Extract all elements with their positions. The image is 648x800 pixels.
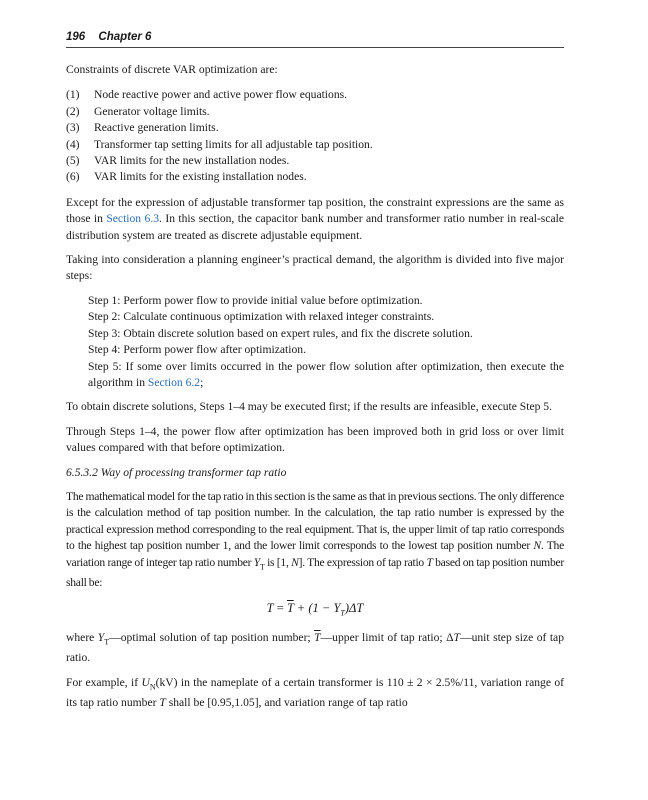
list-item: [66, 104, 564, 120]
paragraph-discrete-solutions: To obtain discrete solutions, Steps 1–4 may be executed first; if the results are infeasible, execute Step 5.: [66, 400, 552, 414]
text-run: ]. The expression of tap ratio: [298, 555, 427, 569]
paragraph-section-reference: [66, 195, 564, 244]
text-run: Except for the expression of adjustable transformer tap position, the constraint expressions are the same as those in: [66, 195, 564, 226]
page-body: [66, 62, 564, 720]
list-text: Node reactive power and active power flow equations.: [94, 88, 348, 102]
list-number: (3): [66, 121, 80, 135]
math-symbol: $\overline{T}$: [314, 630, 321, 644]
math-symbol: T: [159, 696, 166, 710]
steps-list: [88, 293, 564, 391]
section-6-3-link[interactable]: Section 6.3: [106, 212, 160, 226]
list-item: [66, 137, 564, 153]
math-expression: )ΔT: [344, 600, 364, 615]
text-run: (kV) in the nameplate of a certain transformer is 110 ± 2 × 2.5%/11, variation range of its tap ratio number: [66, 675, 564, 710]
text-run: For example, if: [66, 675, 142, 689]
math-subscript: T: [104, 636, 110, 646]
text-run: The mathematical model for the tap ratio in this section is the same as that in previous sections. The only difference is the calculation method of tap position number. In the calculation, the tap ratio number is expressed by the practical expression method corresponding to the real equipment. That is, the upper limit of tap ratio corresponds to the highest tap position number 1, and the lower limit corresponds to the lowest tap position number: [66, 489, 564, 553]
text-run: is [1,: [267, 555, 292, 569]
math-symbol: Y: [253, 555, 260, 569]
math-subscript: T: [340, 608, 345, 618]
text-run: . The variation range of integer tap ratio number: [66, 539, 564, 569]
paragraph-where-definitions: [66, 630, 564, 667]
step-item: Step 1: Perform power flow to provide initial value before optimization.: [88, 293, 423, 307]
list-item: [66, 87, 564, 103]
list-text: Transformer tap setting limits for all adjustable tap position.: [94, 137, 373, 151]
text-run: —upper limit of tap ratio; Δ: [320, 630, 454, 644]
list-item: [66, 120, 564, 136]
paragraph-steps-intro: Taking into consideration a planning engineer’s practical demand, the algorithm is divided into five major steps:: [66, 253, 564, 283]
step-item: Step 3: Obtain discrete solution based on expert rules, and fix the discrete solution.: [88, 326, 473, 340]
section-6-2-link[interactable]: Section 6.2: [147, 375, 201, 389]
math-symbol: T: [426, 555, 433, 569]
page-number: 196: [66, 31, 86, 43]
step-item: Step 4: Perform power flow after optimization.: [88, 343, 306, 357]
text-run: ;: [200, 375, 204, 389]
math-subscript: N: [149, 682, 156, 692]
text-run: —unit step size of tap ratio.: [66, 630, 564, 665]
tap-ratio-formula: [66, 600, 564, 622]
math-symbol: N: [533, 539, 541, 553]
list-number: (4): [66, 137, 80, 151]
paragraph-steps-result: Through Steps 1–4, the power flow after optimization has been improved both in grid loss or over limit values compared with that before optimization.: [66, 424, 564, 455]
text-run: based on tap position number shall be:: [66, 555, 564, 590]
list-number: (5): [66, 154, 80, 168]
math-symbol: T: [453, 630, 460, 644]
list-text: VAR limits for the new installation nodes.: [94, 154, 290, 168]
list-text: Reactive generation limits.: [94, 121, 219, 135]
math-symbol: T: [266, 600, 274, 615]
step-item: [88, 359, 564, 392]
list-text: VAR limits for the existing installation nodes.: [94, 170, 307, 184]
chapter-label: Chapter 6: [98, 31, 152, 43]
section-heading: 6.5.3.2 Way of processing transformer tap ratio: [66, 465, 287, 479]
text-run: . In this section, the capacitor bank number and transformer ratio number in real-scale distribution system are treated as discrete adjustable equipment.: [66, 212, 564, 242]
running-header: [66, 31, 564, 48]
math-symbol: Y: [97, 630, 105, 644]
paragraph-example: [66, 675, 564, 712]
text-run: Step 5: If some over limits occurred in the power flow solution after optimization, then execute the algorithm in: [88, 359, 564, 389]
list-number: (2): [66, 104, 80, 118]
math-symbol: N: [291, 555, 299, 569]
constraints-intro: Constraints of discrete VAR optimization are:: [66, 63, 278, 76]
constraints-list: [66, 87, 564, 185]
list-number: (1): [66, 88, 80, 102]
list-item: [66, 169, 564, 185]
math-symbol: U: [141, 675, 150, 689]
text-run: —optimal solution of tap position number;: [109, 630, 315, 644]
step-item: Step 2: Calculate continuous optimization with relaxed integer constraints.: [88, 310, 435, 324]
math-expression: + (1 − Y: [293, 600, 341, 615]
list-item: [66, 153, 564, 169]
math-operator: =: [273, 600, 287, 615]
text-run: where: [66, 630, 98, 644]
list-number: (6): [66, 170, 80, 184]
paragraph-tap-model: [66, 489, 564, 592]
text-run: shall be [0.95,1.05], and variation range of tap ratio: [165, 696, 408, 710]
list-text: Generator voltage limits.: [94, 104, 210, 118]
math-symbol: $\overline{T}$: [286, 600, 294, 615]
math-subscript: T: [259, 561, 265, 571]
